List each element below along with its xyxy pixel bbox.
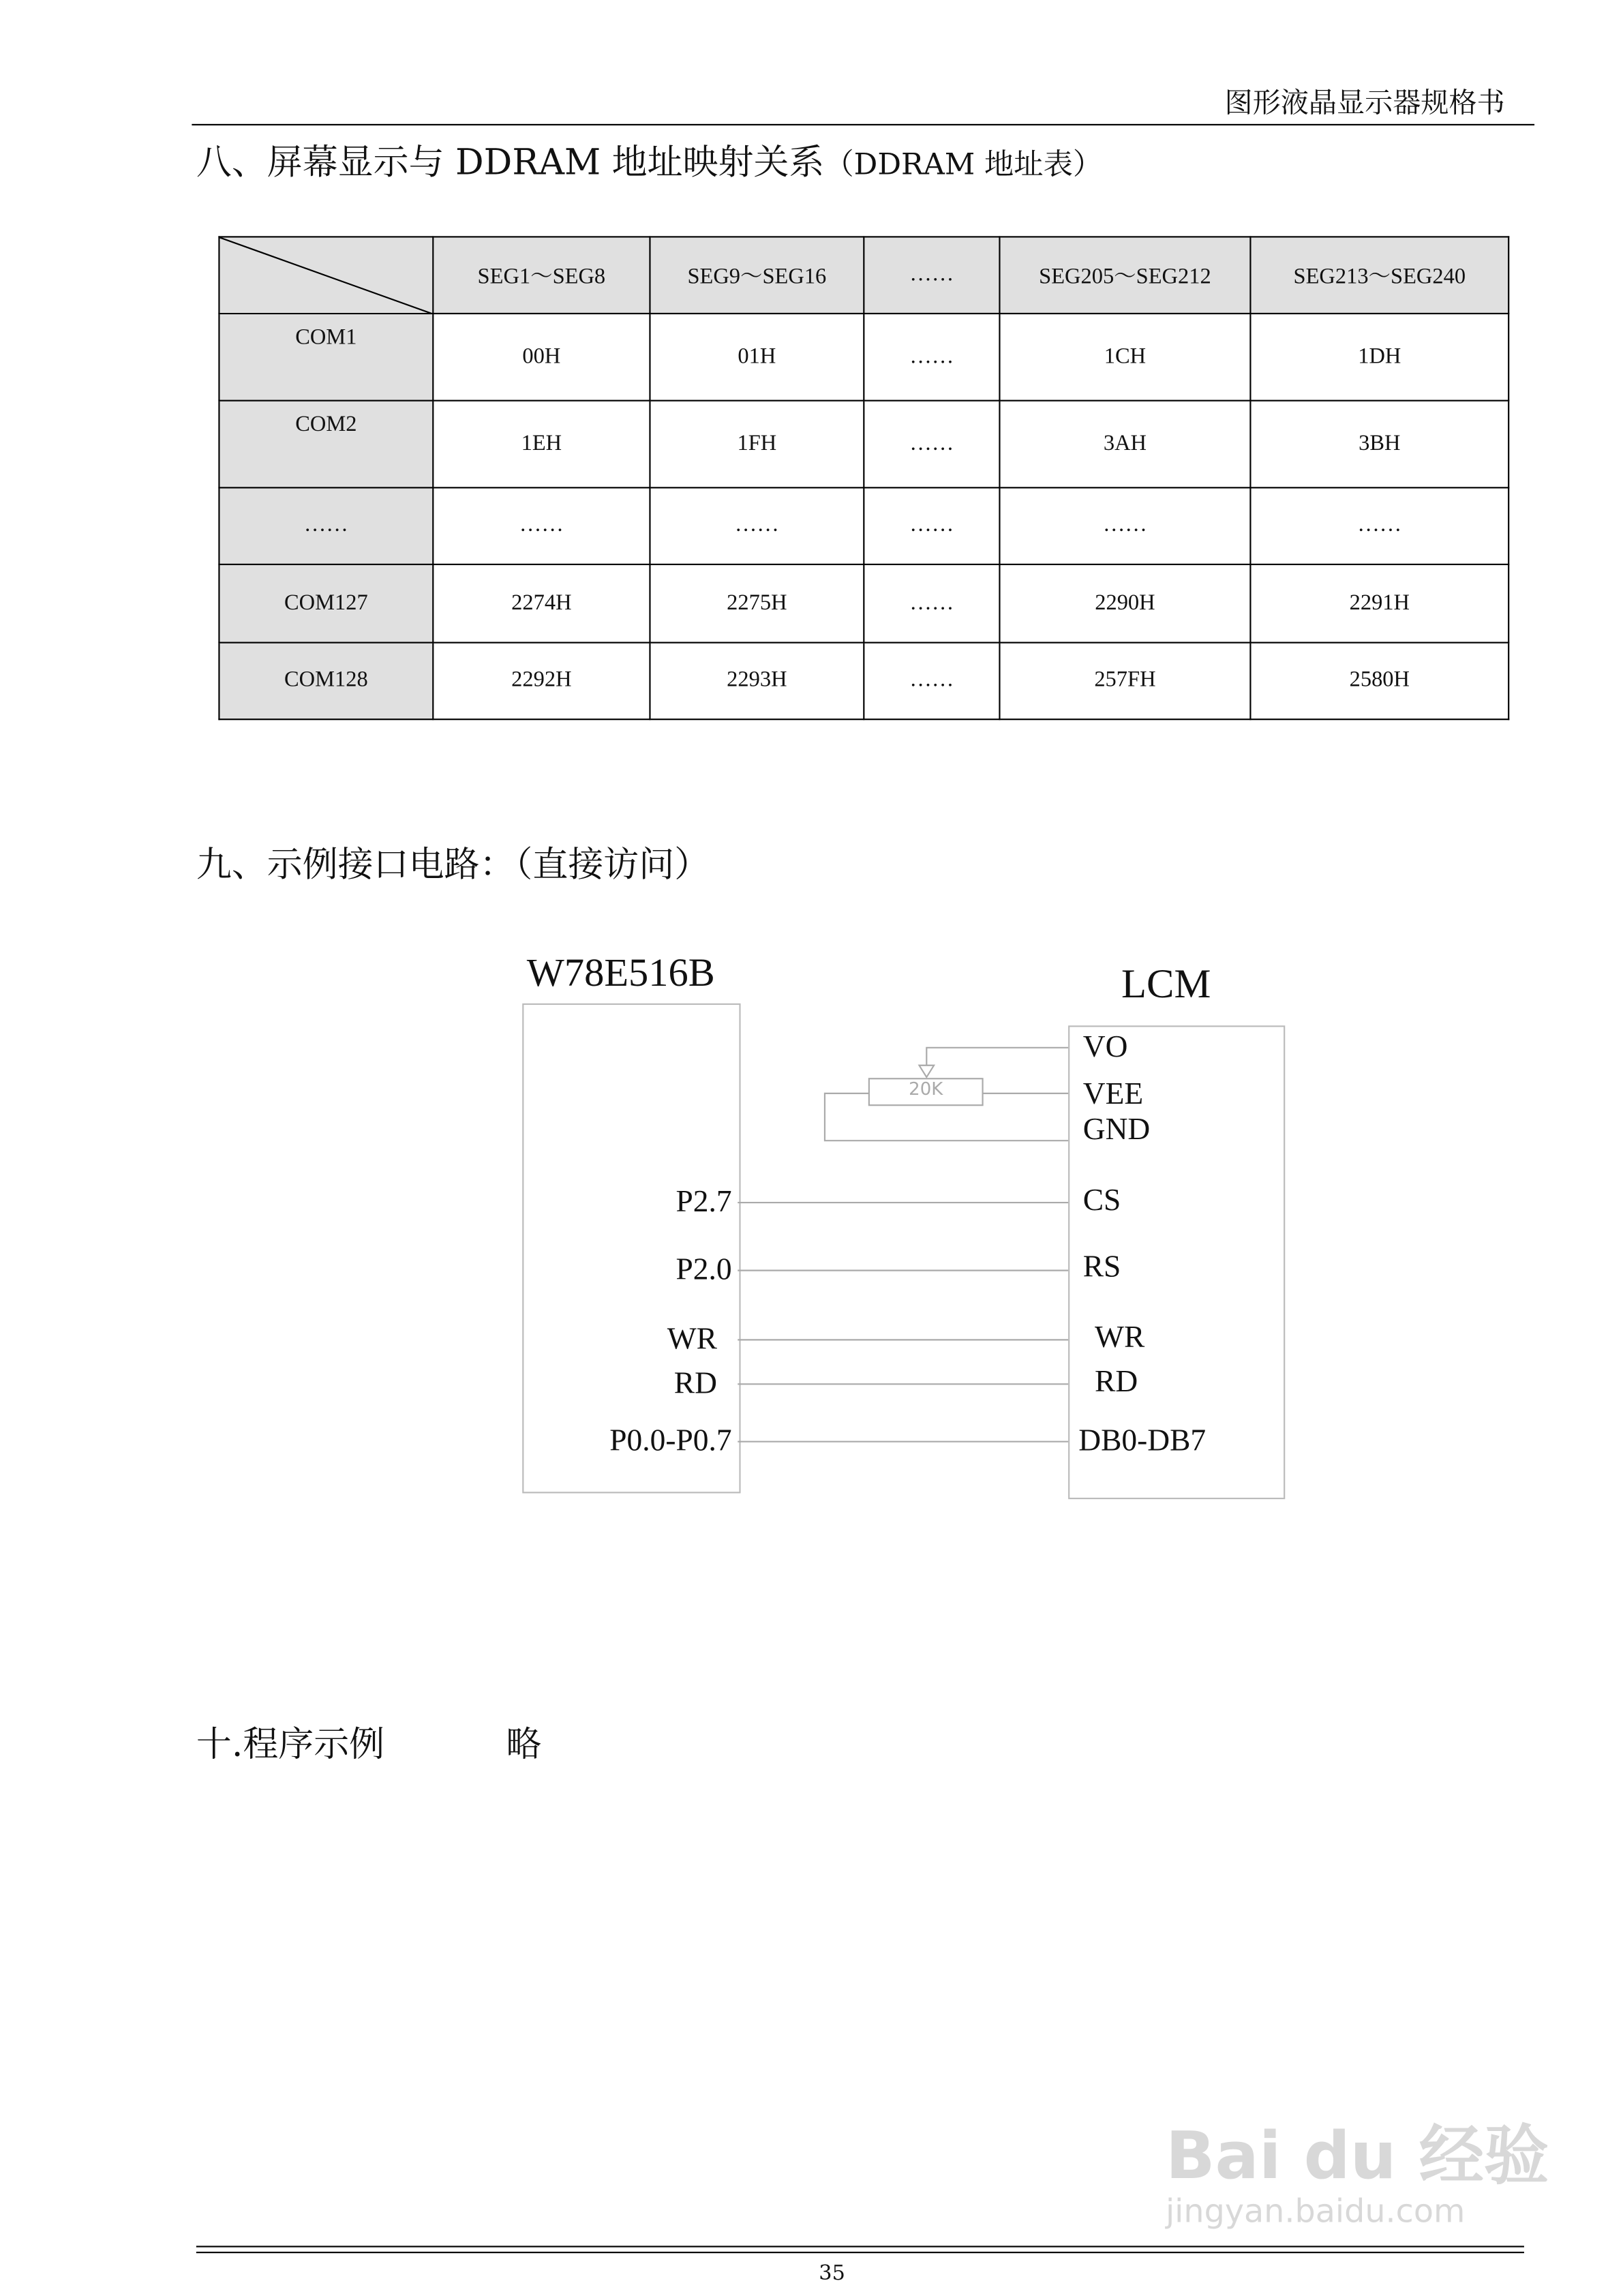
table-cell: 1FH — [650, 401, 864, 488]
lcm-pin: RD — [1095, 1363, 1138, 1399]
column-header: SEG205～SEG212 — [999, 237, 1250, 314]
table-cell: 1DH — [1250, 314, 1508, 401]
table-cell: 2293H — [650, 643, 864, 720]
section-8-subtitle: （DDRAM 地址表） — [824, 146, 1103, 182]
mcu-pin: RD — [673, 1365, 717, 1401]
section-10-content: 略 — [506, 1723, 542, 1765]
row-header: COM1 — [219, 314, 433, 401]
table-cell: …… — [864, 314, 999, 401]
footer-rule — [196, 2252, 1524, 2253]
column-header: SEG213～SEG240 — [1250, 237, 1508, 314]
table-cell: …… — [1250, 487, 1508, 564]
footer-rule — [196, 2246, 1524, 2247]
potentiometer-wiper-icon — [919, 1066, 934, 1077]
table-cell: 2275H — [650, 564, 864, 643]
row-header: COM127 — [219, 564, 433, 643]
column-header: SEG1～SEG8 — [433, 237, 650, 314]
row-header: COM128 — [219, 643, 433, 720]
table-cell: 3BH — [1250, 401, 1508, 488]
table-cell: 2290H — [999, 564, 1250, 643]
page-number: 35 — [819, 2262, 845, 2286]
page-header-title: 图形液晶显示器规格书 — [1224, 87, 1505, 120]
watermark-logo: Bai du 经验 — [1165, 2119, 1549, 2194]
table-cell: …… — [864, 564, 999, 643]
row-header: …… — [219, 487, 433, 564]
lcm-pin: DB0-DB7 — [1078, 1422, 1207, 1458]
mcu-pin: WR — [667, 1320, 717, 1357]
table-cell: 2291H — [1250, 564, 1508, 643]
section-10-heading: 十.程序示例 — [196, 1723, 385, 1765]
column-header: …… — [864, 237, 999, 314]
table-cell: 01H — [650, 314, 864, 401]
lcm-pin: GND — [1082, 1111, 1151, 1147]
table-cell: …… — [864, 487, 999, 564]
row-header: COM2 — [219, 401, 433, 488]
mcu-pin: P2.0 — [676, 1251, 732, 1287]
table-cell: …… — [650, 487, 864, 564]
column-header: SEG9～SEG16 — [650, 237, 864, 314]
section-9-heading: 九、示例接口电路：（直接访问） — [196, 844, 710, 886]
gnd-wire — [825, 1093, 1068, 1141]
table-cell: 2580H — [1250, 643, 1508, 720]
table-cell: 1CH — [999, 314, 1250, 401]
mcu-pin: P2.7 — [676, 1183, 732, 1219]
lcm-name: LCM — [1121, 962, 1211, 1008]
table-cell: 1EH — [433, 401, 650, 488]
table-cell: 00H — [433, 314, 650, 401]
table-cell: 2274H — [433, 564, 650, 643]
table-cell: 2292H — [433, 643, 650, 720]
table-cell: 257FH — [999, 643, 1250, 720]
mcu-name: W78E516B — [526, 950, 715, 995]
section-8-title: 八、屏幕显示与 DDRAM 地址映射关系 — [196, 141, 825, 183]
resistor-label: 20K — [909, 1078, 943, 1100]
table-cell: …… — [864, 643, 999, 720]
lcm-pin: VO — [1082, 1028, 1128, 1064]
table-cell: …… — [864, 401, 999, 488]
table-cell: 3AH — [999, 401, 1250, 488]
table-cell: …… — [433, 487, 650, 564]
lcm-pin: VEE — [1082, 1075, 1144, 1111]
lcm-pin: RS — [1082, 1248, 1121, 1284]
mcu-pin: P0.0-P0.7 — [609, 1422, 732, 1458]
vo-wire — [926, 1048, 1068, 1066]
lcm-pin: CS — [1082, 1181, 1121, 1218]
table-cell: …… — [999, 487, 1250, 564]
lcm-pin: WR — [1095, 1319, 1145, 1355]
watermark-url: jingyan.baidu.com — [1165, 2194, 1466, 2231]
